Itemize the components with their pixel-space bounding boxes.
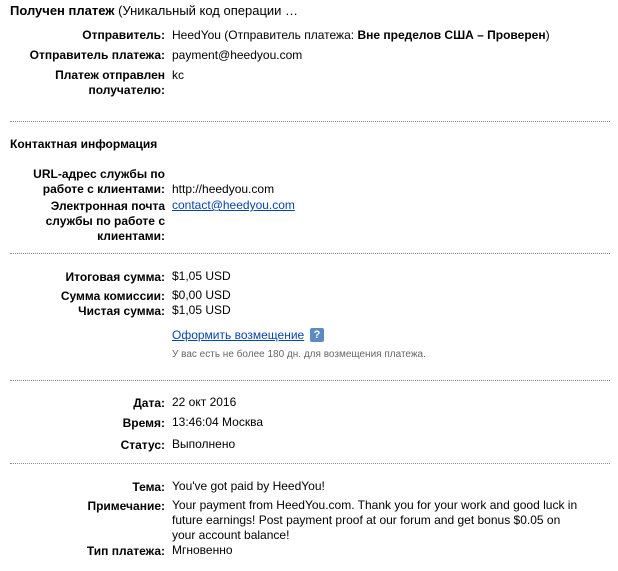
divider [10,253,610,254]
date-value: 22 окт 2016 [172,395,237,409]
note-line-3: your account balance! [172,528,290,542]
fee-amount-label: Сумма комиссии: [60,289,165,303]
date-label: Дата: [133,396,165,410]
status-label: Статус: [120,438,165,452]
sender-email: payment@heedyou.com [172,48,303,62]
sender-value [172,28,550,43]
total-amount-label: Итоговая сумма: [65,270,165,284]
recipient-label [55,68,165,98]
time-value: 13:46:04 Москва [172,415,264,429]
payment-type-label: Тип платежа: [86,544,165,558]
total-amount-value: $1,05 USD [172,269,231,283]
sender-status: Вне пределов США – Проверен [357,28,546,42]
net-amount-value: $1,05 USD [172,303,231,317]
sender-status-suffix: ) [545,28,550,42]
sender-name: HeedYou [172,28,221,42]
status-value: Выполнено [172,437,236,451]
service-url-value: http://heedyou.com [172,182,275,196]
help-icon[interactable]: ? [310,328,324,342]
fee-amount-value: $0,00 USD [172,288,231,302]
subject-label: Тема: [132,480,165,494]
payment-type-value: Мгновенно [172,543,233,557]
note-label: Примечание: [87,499,165,513]
divider [10,380,610,381]
note-line-2: future earnings! Post payment proof at our forum and get bonus $0.05 on [172,513,561,527]
note-value [172,498,577,543]
service-url-label [33,167,165,197]
refund-note: У вас есть не более 180 дн. для возмещения платежа. [172,349,426,360]
divider [10,121,610,122]
service-email-label [46,199,165,244]
note-line-1: Your payment from HeedYou.com. Thank you for your work and good luck in [172,498,578,512]
net-amount-label: Чистая сумма: [78,304,165,318]
service-email-label-line-3: клиентами: [97,229,165,243]
recipient-label-line-1: Платеж отправлен [55,68,165,82]
recipient-label-line-2: получателю: [88,83,165,97]
recipient-value: kc [172,68,184,82]
service-email-label-line-2: службы по работе с [45,214,165,228]
payment-header [10,3,298,18]
divider [10,463,610,464]
sender-email-label: Отправитель платежа: [29,48,165,62]
subject-value: You've got paid by HeedYou! [172,479,325,493]
service-url-label-line-2: работе с клиентами: [42,182,165,196]
service-url-label-line-1: URL-адрес службы по [33,167,165,181]
service-email-link[interactable]: contact@heedyou.com [172,198,295,212]
sender-status-prefix: (Отправитель платежа: [220,28,358,42]
service-email-label-line-1: Электронная почта [50,199,165,213]
sender-label: Отправитель: [82,28,165,42]
refund-link[interactable]: Оформить возмещение [172,328,305,342]
transaction-id-text: (Уникальный код операции … [114,3,299,18]
time-label: Время: [122,416,165,430]
contact-section-title: Контактная информация [10,137,158,151]
payment-header-title: Получен платеж [10,3,115,18]
